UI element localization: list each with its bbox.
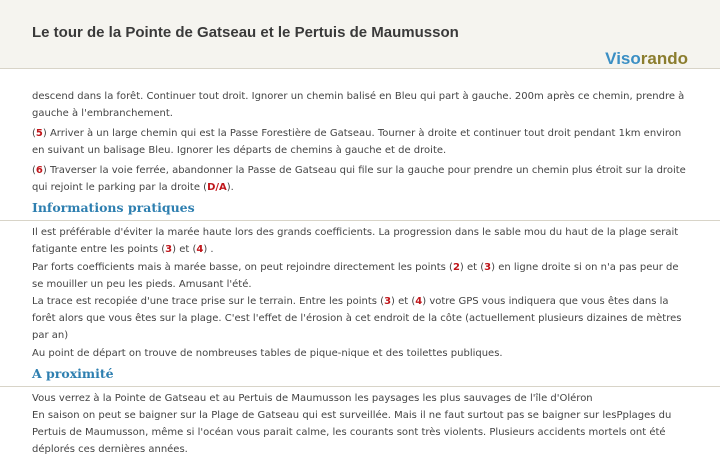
nearby-paragraph xyxy=(32,390,692,459)
step-text xyxy=(32,88,692,122)
waypoint-marker: 2 xyxy=(452,261,460,273)
info-text: ) votre GPS vous indiquera que vous êtes dans la forêt alors que vous êtes sur la plage. C'est l'effet de l'érosion à cet endroit de la côte (actuellement plusieurs dizaines de mètres par an) xyxy=(32,296,682,342)
step-6-end: ). xyxy=(226,182,234,194)
start-end-marker: D/A xyxy=(207,182,227,194)
info-text: ) et ( xyxy=(459,261,485,273)
waypoint-marker: 3 xyxy=(384,296,392,308)
info-text: ) et ( xyxy=(391,296,416,308)
waypoint-marker: 4 xyxy=(196,244,204,256)
step-6: (6) Traverser la voie ferrée, abandonner la Passe de Gatseau qui file sur la gauche pour prendre un chemin plus étroit sur la droite qui rejoint le parking par la droite (D/A). xyxy=(32,164,686,194)
logo-part-viso: Viso xyxy=(605,49,641,68)
info-text: Au point de départ on trouve de nombreuses tables de pique-nique et des toilettes publiques. xyxy=(32,347,503,359)
info-text: ) en ligne droite si on n'a pas peur de se mouiller un peu les pieds. Amusant l'été. xyxy=(32,261,679,290)
section-heading-infos: Informations pratiques xyxy=(0,199,720,221)
visorando-logo[interactable] xyxy=(605,49,688,69)
content xyxy=(32,88,692,461)
step-5: (5) Arriver à un large chemin qui est la Passe Forestière de Gatseau. Tourner à droite et continuer tout droit pendant 1km environ en suivant un balisage Bleu. Ignorer les départs de chemins à gauche et de droite. xyxy=(32,127,682,157)
waypoint-marker: 6 xyxy=(35,164,43,176)
info-text: ) . xyxy=(203,244,214,256)
step-5-text: Arriver à un large chemin qui est la Passe Forestière de Gatseau. Tourner à droite et continuer tout droit pendant 1km environ en suivant un balisage Bleu. Ignorer les départs de chemins à gauche et de droite. xyxy=(32,127,682,157)
info-text: Il est préférable d'éviter la marée haute lors des grands coefficients. La progression dans le sable mou du haut de la plage serait fatigante entre les points ( xyxy=(32,227,679,256)
info-text: ) et ( xyxy=(172,244,197,256)
step-6-text: Traverser la voie ferrée, abandonner la Passe de Gatseau qui file sur la gauche pour prendre un chemin plus étroit sur la droite qui rejoint le parking par la droite ( xyxy=(32,164,686,194)
step-continued-text: descend dans la forêt. Continuer tout droit. Ignorer un chemin balisé en Bleu qui part à gauche. 200m après ce chemin, prendre à gauche à l'embranchement. xyxy=(32,91,685,120)
page-header xyxy=(0,0,720,69)
waypoint-marker: 4 xyxy=(415,296,423,308)
logo-part-rando: rando xyxy=(640,49,688,68)
info-text: Par forts coefficients mais à marée basse, on peut rejoindre directement les points ( xyxy=(32,261,453,273)
waypoint-marker: 3 xyxy=(165,244,173,256)
waypoint-marker: 3 xyxy=(484,261,492,273)
nearby-text: En saison on peut se baigner sur la Plage de Gatseau qui est surveillée. Mais il ne faut surtout pas se baigner sur lesPplages du Pertuis de Maumusson, même si l'océan vous parait calme, les courants sont très violents. Plusieurs accidents mortels ont été déplorés ces dernières années. xyxy=(32,410,672,456)
info-text: La trace est recopiée d'une trace prise sur le terrain. Entre les points ( xyxy=(32,296,385,308)
nearby-text: Vous verrez à la Pointe de Gatseau et au Pertuis de Maumusson les paysages les plus sauvages de l'île d'Oléron xyxy=(32,392,593,404)
page-title: Le tour de la Pointe de Gatseau et le Pertuis de Maumusson xyxy=(32,24,459,41)
section-heading-nearby: A proximité xyxy=(0,365,720,387)
waypoint-marker: 5 xyxy=(35,127,43,139)
info-paragraph xyxy=(32,224,692,362)
